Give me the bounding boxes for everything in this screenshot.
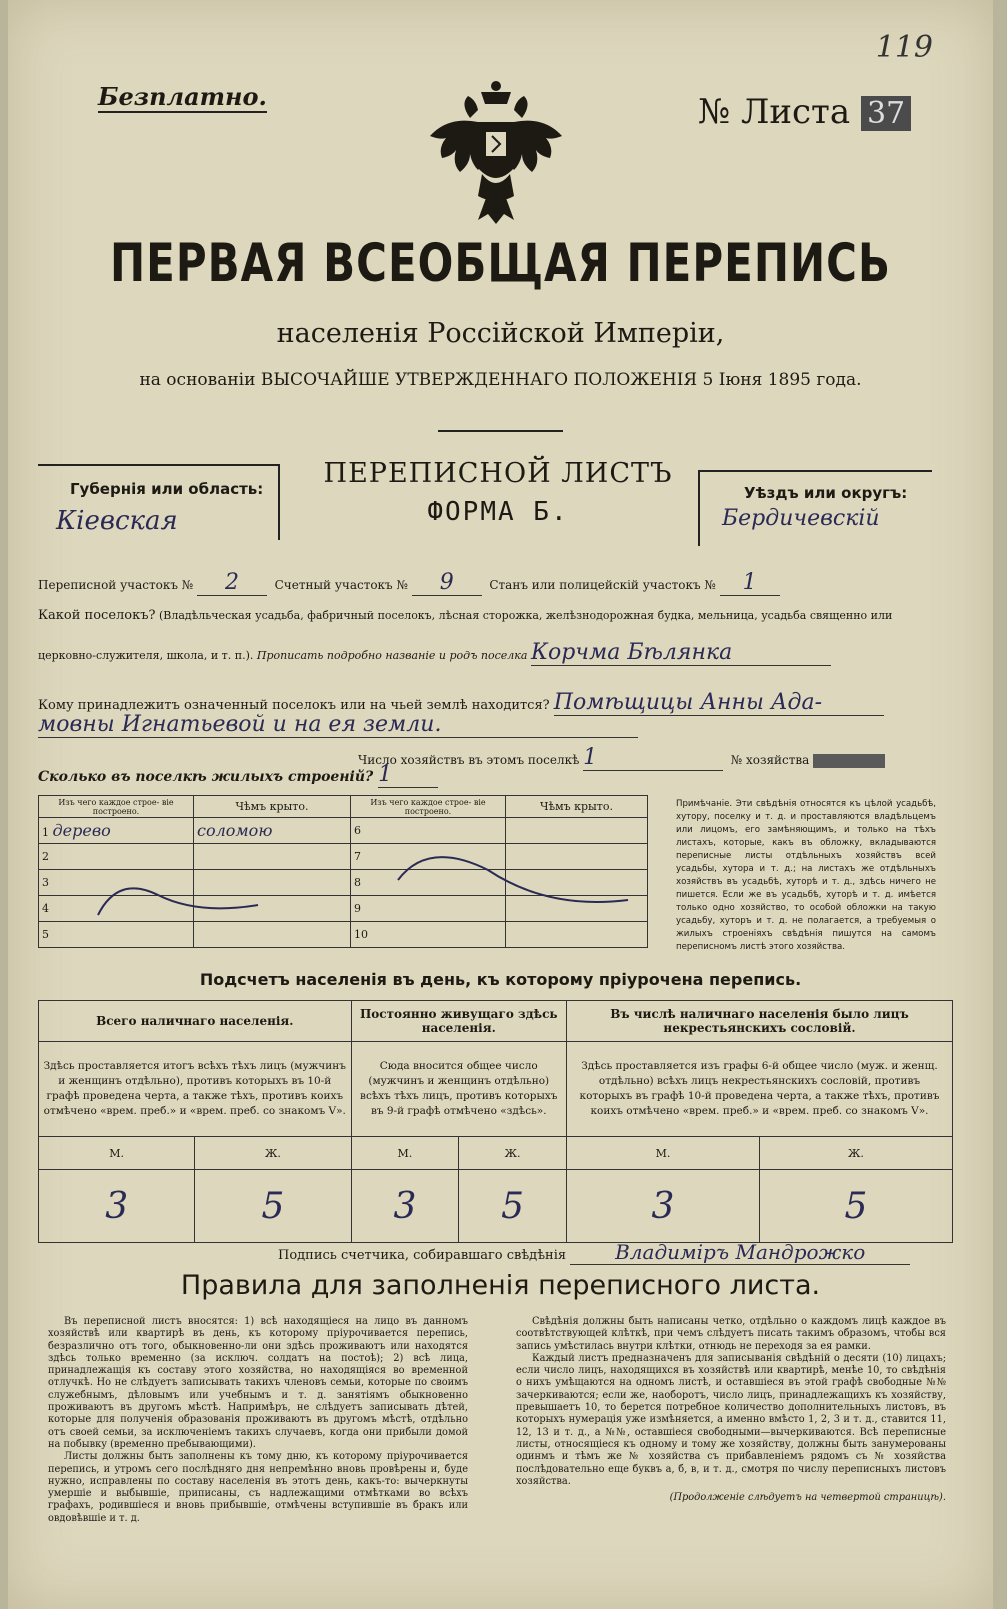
households-label: Число хозяйствъ въ этомъ поселкѣ (358, 753, 580, 767)
col-built-left: Изъ чего каждое строе- віе построено. (39, 796, 194, 818)
male-label: М. (351, 1137, 459, 1170)
owner-value-1: Помѣщицы Анны Ада- (554, 690, 884, 716)
rules-left-column (48, 1316, 468, 1525)
table-row: 4 (39, 896, 194, 922)
household-no-label: № хозяйства (730, 753, 810, 767)
total-population-desc: Здѣсь проставляется итогъ всѣхъ тѣхъ лицъ (мужчинъ и женщинъ отдѣльно), противъ которыхъ въ 10-й графѣ проведена черта, а также тѣхъ, противъ коихъ отмѣчено «врем. преб.» и «врем. преб. со знакомъ V». (39, 1042, 352, 1137)
col-built-right: Изъ чего каждое строе- віе построено. (351, 796, 506, 818)
buildings-value: 1 (378, 762, 438, 788)
district-value: Бердичевскій (722, 506, 880, 531)
rules-left-p2: Листы должны быть заполнены къ тому дню, къ которому пріурочивается перепись, и утромъ сего послѣдняго дня непремѣнно вновь провѣрены и, буде нужно, исправлены по составу населенія въ этотъ день, какъ-то: вычеркнуты умершіе и выбывшіе, приписаны, съ надлежащими отмѣтками во всѣхъ графахъ, родившіеся и вновь прибывшіе, отмѣчены вступившіе въ бракъ или овдовѣвшіе и т. д. (48, 1451, 468, 1524)
sheet-number-value: 37 (861, 96, 911, 131)
household-no-redacted (813, 754, 885, 768)
non-peasant-female-value: 5 (759, 1170, 952, 1243)
province-label: Губернія или область: (70, 480, 264, 498)
total-population-head: Всего наличнаго населенія. (39, 1001, 352, 1042)
census-sheet (8, 0, 993, 1609)
row1-roof: соломою (194, 818, 351, 844)
settlement-line-2 (38, 640, 831, 666)
signature-line (278, 1240, 910, 1265)
permanent-population-head: Постоянно живущаго здѣсь населенія. (351, 1001, 566, 1042)
station-label: Станъ или полицейскій участокъ № (489, 578, 716, 592)
title-divider (438, 430, 563, 432)
count-area-value: 9 (412, 570, 482, 596)
rules-right-p1: Свѣдѣнія должны быть написаны четко, отдѣльно о каждомъ лицѣ каждое въ соотвѣтствующей клѣткѣ, при чемъ слѣдуетъ писать такимъ образомъ, чтобы вся запись умѣстилась внутри клѣтки, отнюдь не переходя за ея рамки. (516, 1316, 946, 1352)
strikethrough-marks (38, 820, 648, 950)
female-label: Ж. (759, 1137, 952, 1170)
buildings-note: Примѣчаніе. Эти свѣдѣнія относятся къ цѣлой усадьбѣ, хутору, поселку и т. д. и проставляются владѣльцемъ или лицомъ, его замѣняющимъ, и только на тѣхъ листахъ, которые, какъ въ обложку, вкладываются переписные листы отдѣльныхъ хозяйствъ всей усадьбы, хутора и т. д.; на листахъ же отдѣльныхъ хозяйствъ въ усадьбѣ, хуторѣ и т. д., здѣсь ничего не пишется. Если же въ усадьбѣ, хуторѣ и т. д. имѣется только одно хозяйство, то особой обложки на такую усадьбу, хуторъ и т. д. не полагается, а требуемыя о жилыхъ строеніяхъ свѣдѣнія пишутся на самомъ переписномъ листѣ этого хозяйства. (676, 799, 936, 952)
census-subtitle: населенія Россійской Имперіи, (276, 318, 725, 349)
owner-value-2: мовны Игнатьевой и на ея земли. (38, 712, 638, 738)
count-area-label: Счетный участокъ № (274, 578, 408, 592)
form-b-label: ФОРМА Б. (427, 497, 569, 527)
male-label: М. (39, 1137, 195, 1170)
table-row: 6 (351, 818, 506, 844)
rules-continued: (Продолженіе слѣдуетъ на четвертой страницѣ). (669, 1492, 946, 1504)
permanent-female-value: 5 (459, 1170, 567, 1243)
settlement-hint-2: церковно-служителя, школа, и т. п.). (38, 649, 254, 662)
settlement-hint: (Владѣльческая усадьба, фабричный поселокъ, лѣсная сторожка, желѣзнодорожная будка, мельница, усадьба священно или (158, 609, 893, 622)
owner-line-2 (38, 712, 638, 738)
permanent-population-desc: Сюда вносится общее число (мужчинъ и женщинъ отдѣльно) всѣхъ тѣхъ лицъ, противъ которыхъ въ 9-й графѣ отмѣчено «здѣсь». (351, 1042, 566, 1137)
free-label: Безплатно. (98, 82, 267, 111)
sheet-number (698, 92, 911, 132)
census-area-value: 2 (197, 570, 267, 596)
signature-value: Владиміръ Мандрожко (570, 1240, 910, 1265)
col-roof-left: Чѣмъ крыто. (194, 796, 351, 818)
non-peasant-head: Въ числѣ наличнаго населенія было лицъ некрестьянскихъ сословій. (566, 1001, 952, 1042)
non-peasant-desc: Здѣсь проставляется изъ графы 6-й общее число (муж. и женщ. отдѣльно) всѣхъ лицъ некрестьянскихъ сословій, противъ которыхъ въ графѣ 10-й проведена черта, а также тѣхъ, противъ коихъ отмѣчено «врем. преб.» и «врем. преб. со знакомъ V». (566, 1042, 952, 1137)
buildings-label: Сколько въ поселкѣ жилыхъ строеній? (38, 769, 374, 785)
settlement-question: Какой поселокъ? (38, 608, 156, 623)
total-male-value: 3 (39, 1170, 195, 1243)
male-label: М. (566, 1137, 759, 1170)
settlement-line (38, 608, 892, 623)
table-row: 3 (39, 870, 194, 896)
page-number: 119 (875, 30, 933, 65)
signature-label: Подпись счетчика, собиравшаго свѣдѣнія (278, 1248, 567, 1263)
district-label: Уѣздъ или округъ: (744, 484, 908, 502)
rules-right-p2: Каждый листъ предназначенъ для записыванія свѣдѣній о десяти (10) лицахъ; если число лицъ, находящихся въ хозяйствѣ или квартирѣ, менѣе 10, то свѣдѣнія о нихъ умѣщаются на одномъ листѣ, и оставшіеся въ этой графѣ свободные №№ зачеркиваются; если же, наоборотъ, число лицъ, принадлежащихъ къ хозяйству, превышаетъ 10, то берется потребное количество дополнительныхъ листовъ, въ которыхъ нумерація уже измѣняется, а именно вмѣсто 1, 2, 3 и т. д., ставится 11, 12, 13 и т. д., а №№, оставшіеся свободными—вычеркиваются. Всѣ переписные листы, относящіеся къ одному и тому же хозяйству, должны быть занумерованы одинмъ и тѣмъ же № хозяйства съ прибавленіемъ рядомъ съ № хозяйства послѣдовательно еще буквъ а, б, в, и т. д., смотря по числу переписныхъ листовъ хозяйства. (516, 1352, 946, 1487)
table-row: 2 (39, 844, 194, 870)
buildings-line (38, 762, 438, 788)
owner-question: Кому принадлежитъ означенный поселокъ или на чьей землѣ находится? (38, 698, 550, 713)
col-roof-right: Чѣмъ крыто. (506, 796, 648, 818)
female-label: Ж. (459, 1137, 567, 1170)
census-title: ПЕРВАЯ ВСЕОБЩАЯ ПЕРЕПИСЬ (110, 232, 891, 294)
total-female-value: 5 (195, 1170, 351, 1243)
population-title: Подсчетъ населенія въ день, къ которому пріурочена перепись. (199, 970, 802, 989)
station-value: 1 (720, 570, 780, 596)
female-label: Ж. (195, 1137, 351, 1170)
province-value: Кіевская (56, 506, 178, 536)
sheet-number-label: № Листа (698, 92, 851, 132)
table-row: 8 (351, 870, 506, 896)
form-title: ПЕРЕПИСНОЙ ЛИСТЪ (323, 458, 673, 489)
settlement-hint-3: Прописать подробно названіе и родъ поселка (256, 649, 528, 662)
rules-left-p1: Въ переписной листъ вносятся: 1) всѣ находящіеся на лицо въ данномъ хозяйствѣ или квартирѣ въ день, къ которому пріурочивается перепись, безразлично отъ того, обыкновенно-ли они здѣсь проживаютъ или находятся здѣсь только временно (за исключ. солдатъ на постоѣ); 2) всѣ лица, принадлежащія къ составу этого хозяйства, но находящіяся во временной отлучкѣ. Но не слѣдуетъ записывать такихъ членовъ семьи, которые по своимъ служебнымъ, дѣловымъ или учебнымъ и т. д. занятіямъ обыкновенно проживаютъ въ другомъ мѣстѣ. Напримѣръ, не слѣдуетъ записывать дѣтей, которые для полученія образованія проживаютъ въ другомъ мѣстѣ, отдѣльно отъ своей семьи, за исключеніемъ такихъ случаевъ, когда они прибыли домой на побывку (временно пребывающими). (48, 1316, 468, 1450)
census-decree: на основаніи ВЫСОЧАЙШЕ УТВЕРЖДЕННАГО ПОЛОЖЕНІЯ 5 Іюня 1895 года. (139, 370, 862, 390)
area-line (38, 570, 780, 596)
rules-right-column (516, 1316, 946, 1504)
imperial-eagle-icon (426, 78, 566, 226)
settlement-value: Корчма Бѣлянка (531, 640, 831, 666)
table-row: 1 дерево (39, 818, 194, 844)
non-peasant-male-value: 3 (566, 1170, 759, 1243)
population-table (38, 1000, 953, 1243)
district-box (698, 470, 932, 546)
census-area-label: Переписной участокъ № (38, 578, 194, 592)
rules-title: Правила для заполненія переписного листа. (180, 1270, 821, 1301)
province-box (38, 464, 280, 540)
table-row: 9 (351, 896, 506, 922)
permanent-male-value: 3 (351, 1170, 459, 1243)
table-row: 5 (39, 922, 194, 948)
table-row: 7 (351, 844, 506, 870)
table-row: 10 (351, 922, 506, 948)
households-value: 1 (583, 745, 723, 771)
